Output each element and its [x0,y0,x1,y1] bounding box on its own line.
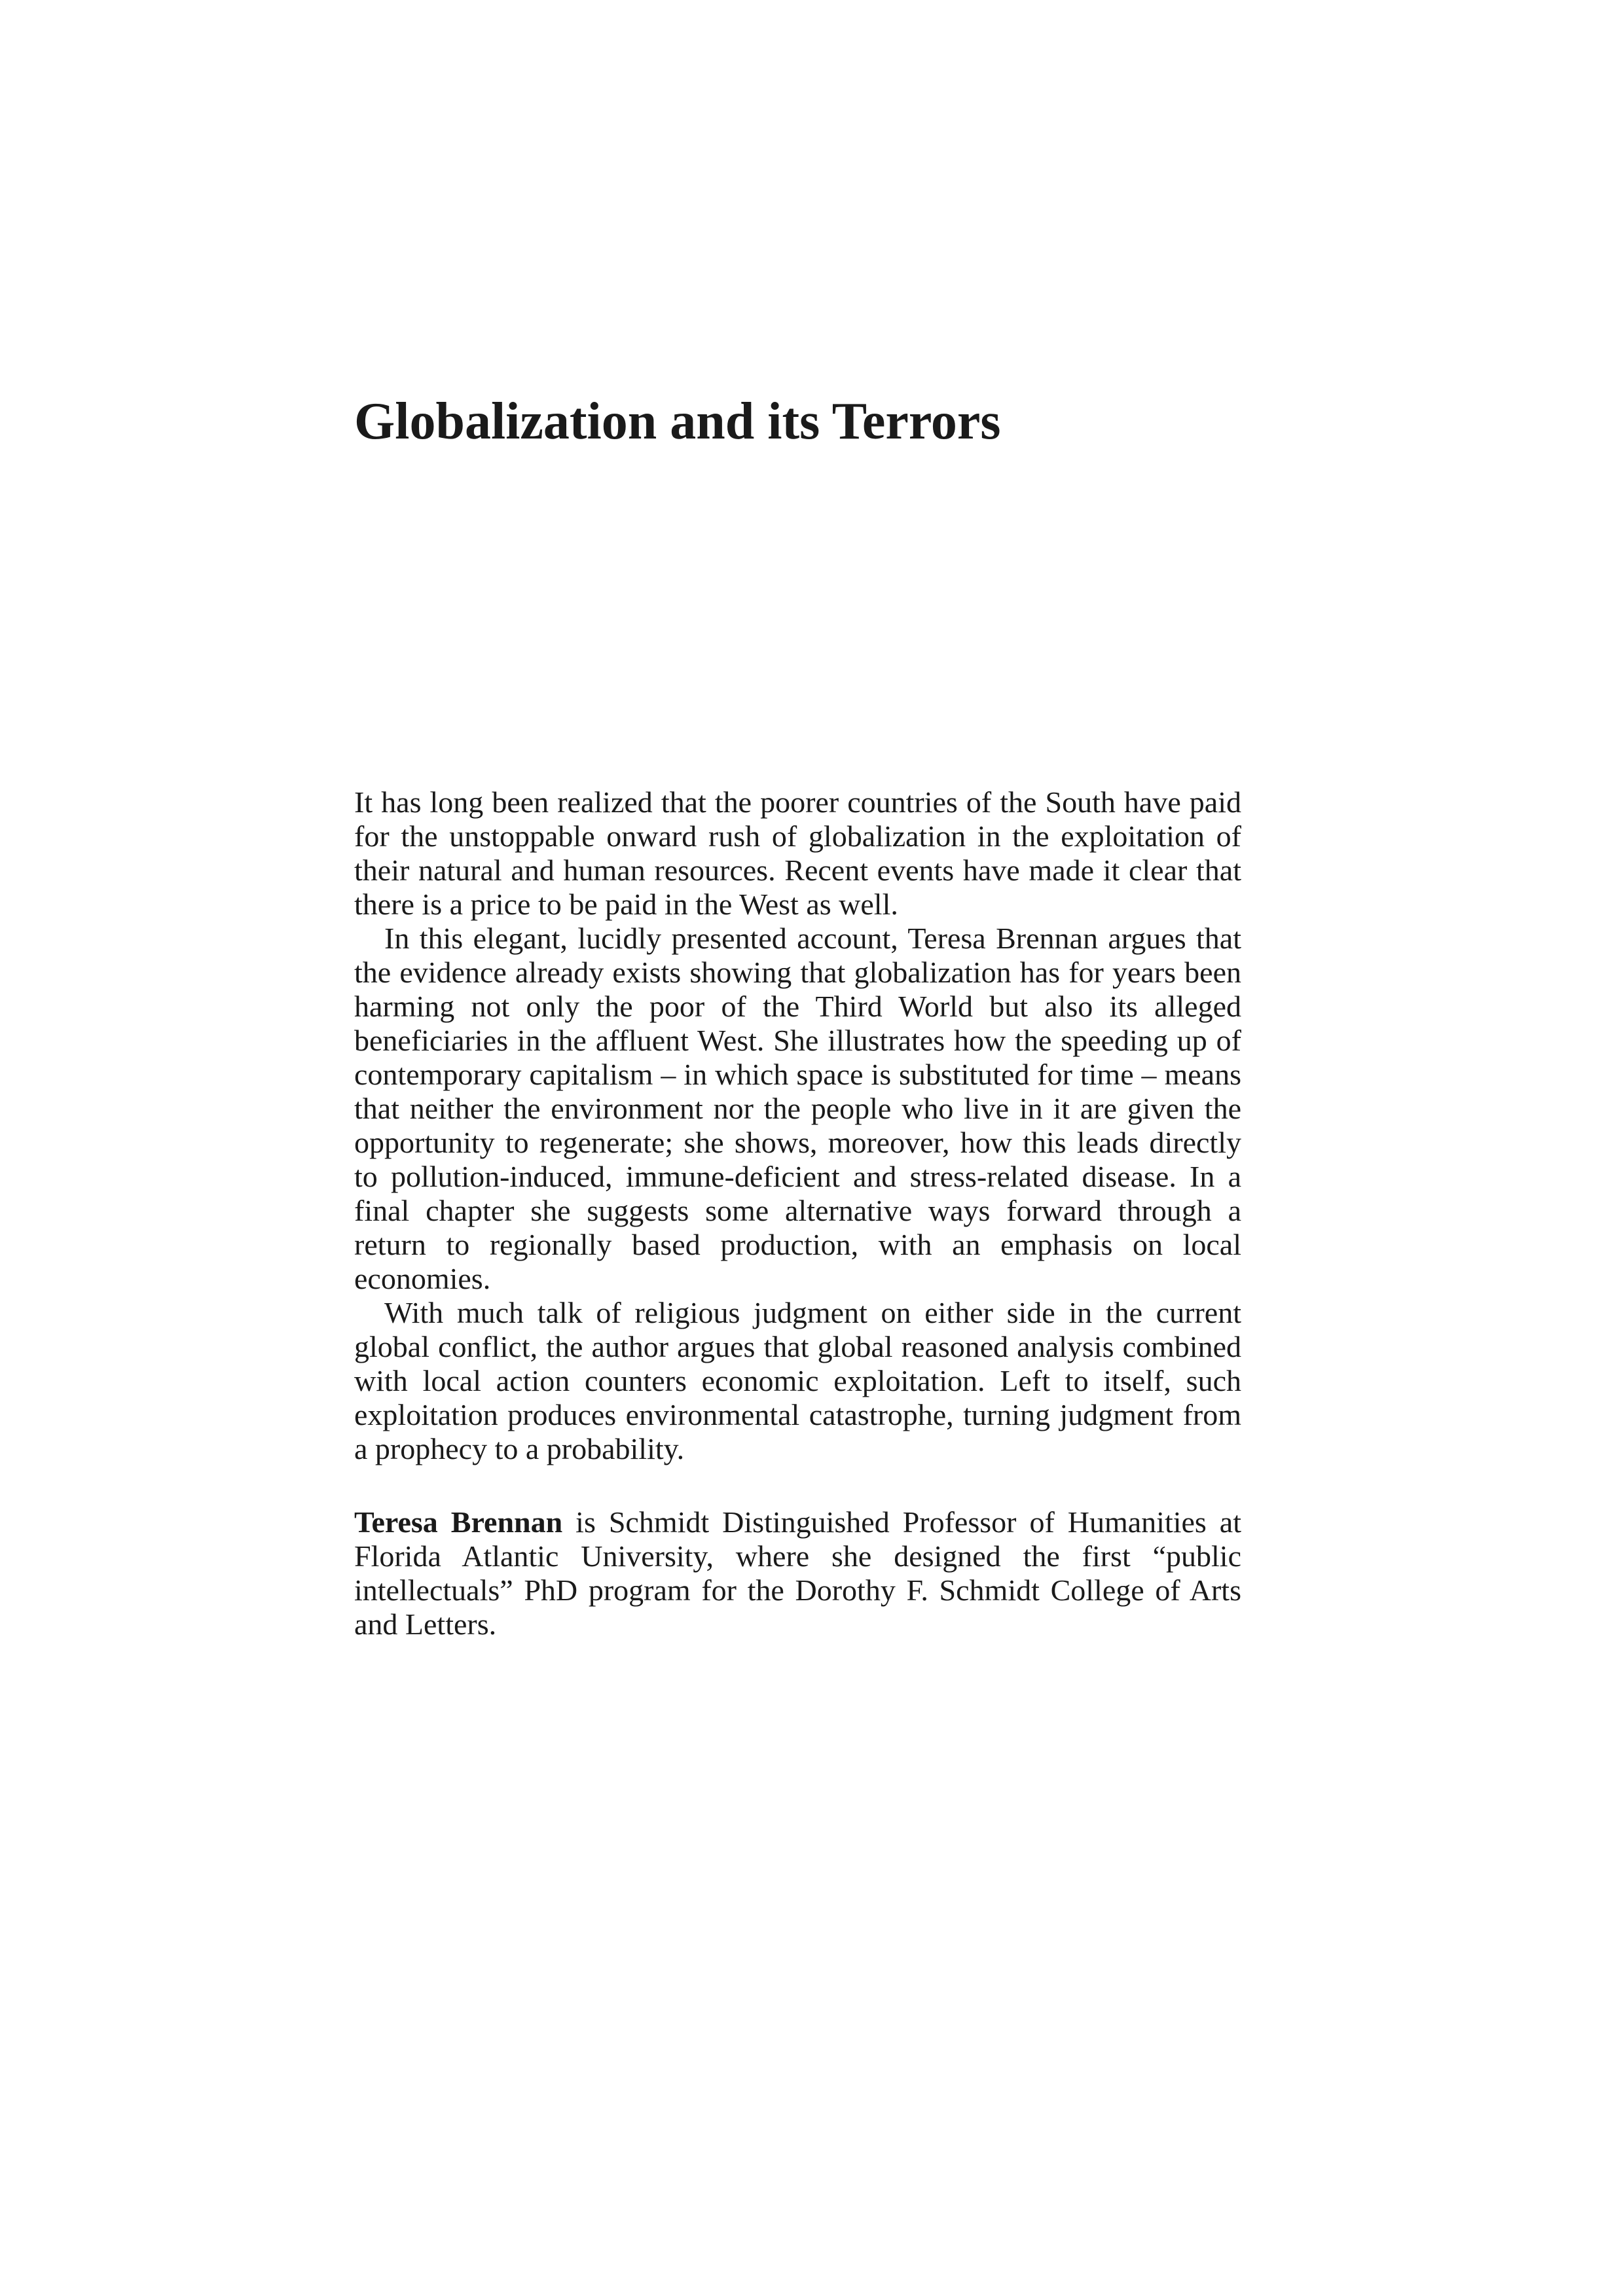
author-name: Teresa Brennan [354,1505,563,1539]
author-bio-text: is Schmidt Distinguished Professor of Humanities at Florida Atlantic University, where she designed the first “public intellectuals” PhD program for the Dorothy F. Schmidt College of Arts and Letters. [354,1505,1241,1641]
book-description [354,785,1241,1466]
description-paragraph-2: In this elegant, lucidly presented account, Teresa Brennan argues that the evidence already exists showing that globalization has for years been harming not only the poor of the Third World but also its alleged beneficiaries in the affluent West. She illustrates how the speeding up of contemporary capitalism – in which space is substituted for time – means that neither the environment nor the people who live in it are given the opportunity to regenerate; she shows, moreover, how this leads directly to pollution-induced, immune-deficient and stress-related disease. In a final chapter she suggests some alternative ways forward through a return to regionally based production, with an emphasis on local economies. [354,922,1241,1295]
description-paragraph-1: It has long been realized that the poorer countries of the South have paid for the unstoppable onward rush of globalization in the exploitation of their natural and human resources. Recent events have made it clear that there is a price to be paid in the West as well. [354,785,1241,921]
description-paragraph-3: With much talk of religious judgment on either side in the current global conflict, the author argues that global reasoned analysis combined with local action counters economic exploitation. Left to itself, such exploitation produces environmental catastrophe, turning judgment from a prophecy to a probability. [354,1296,1241,1465]
author-bio [354,1505,1241,1641]
book-title: Globalization and its Terrors [354,393,1001,450]
